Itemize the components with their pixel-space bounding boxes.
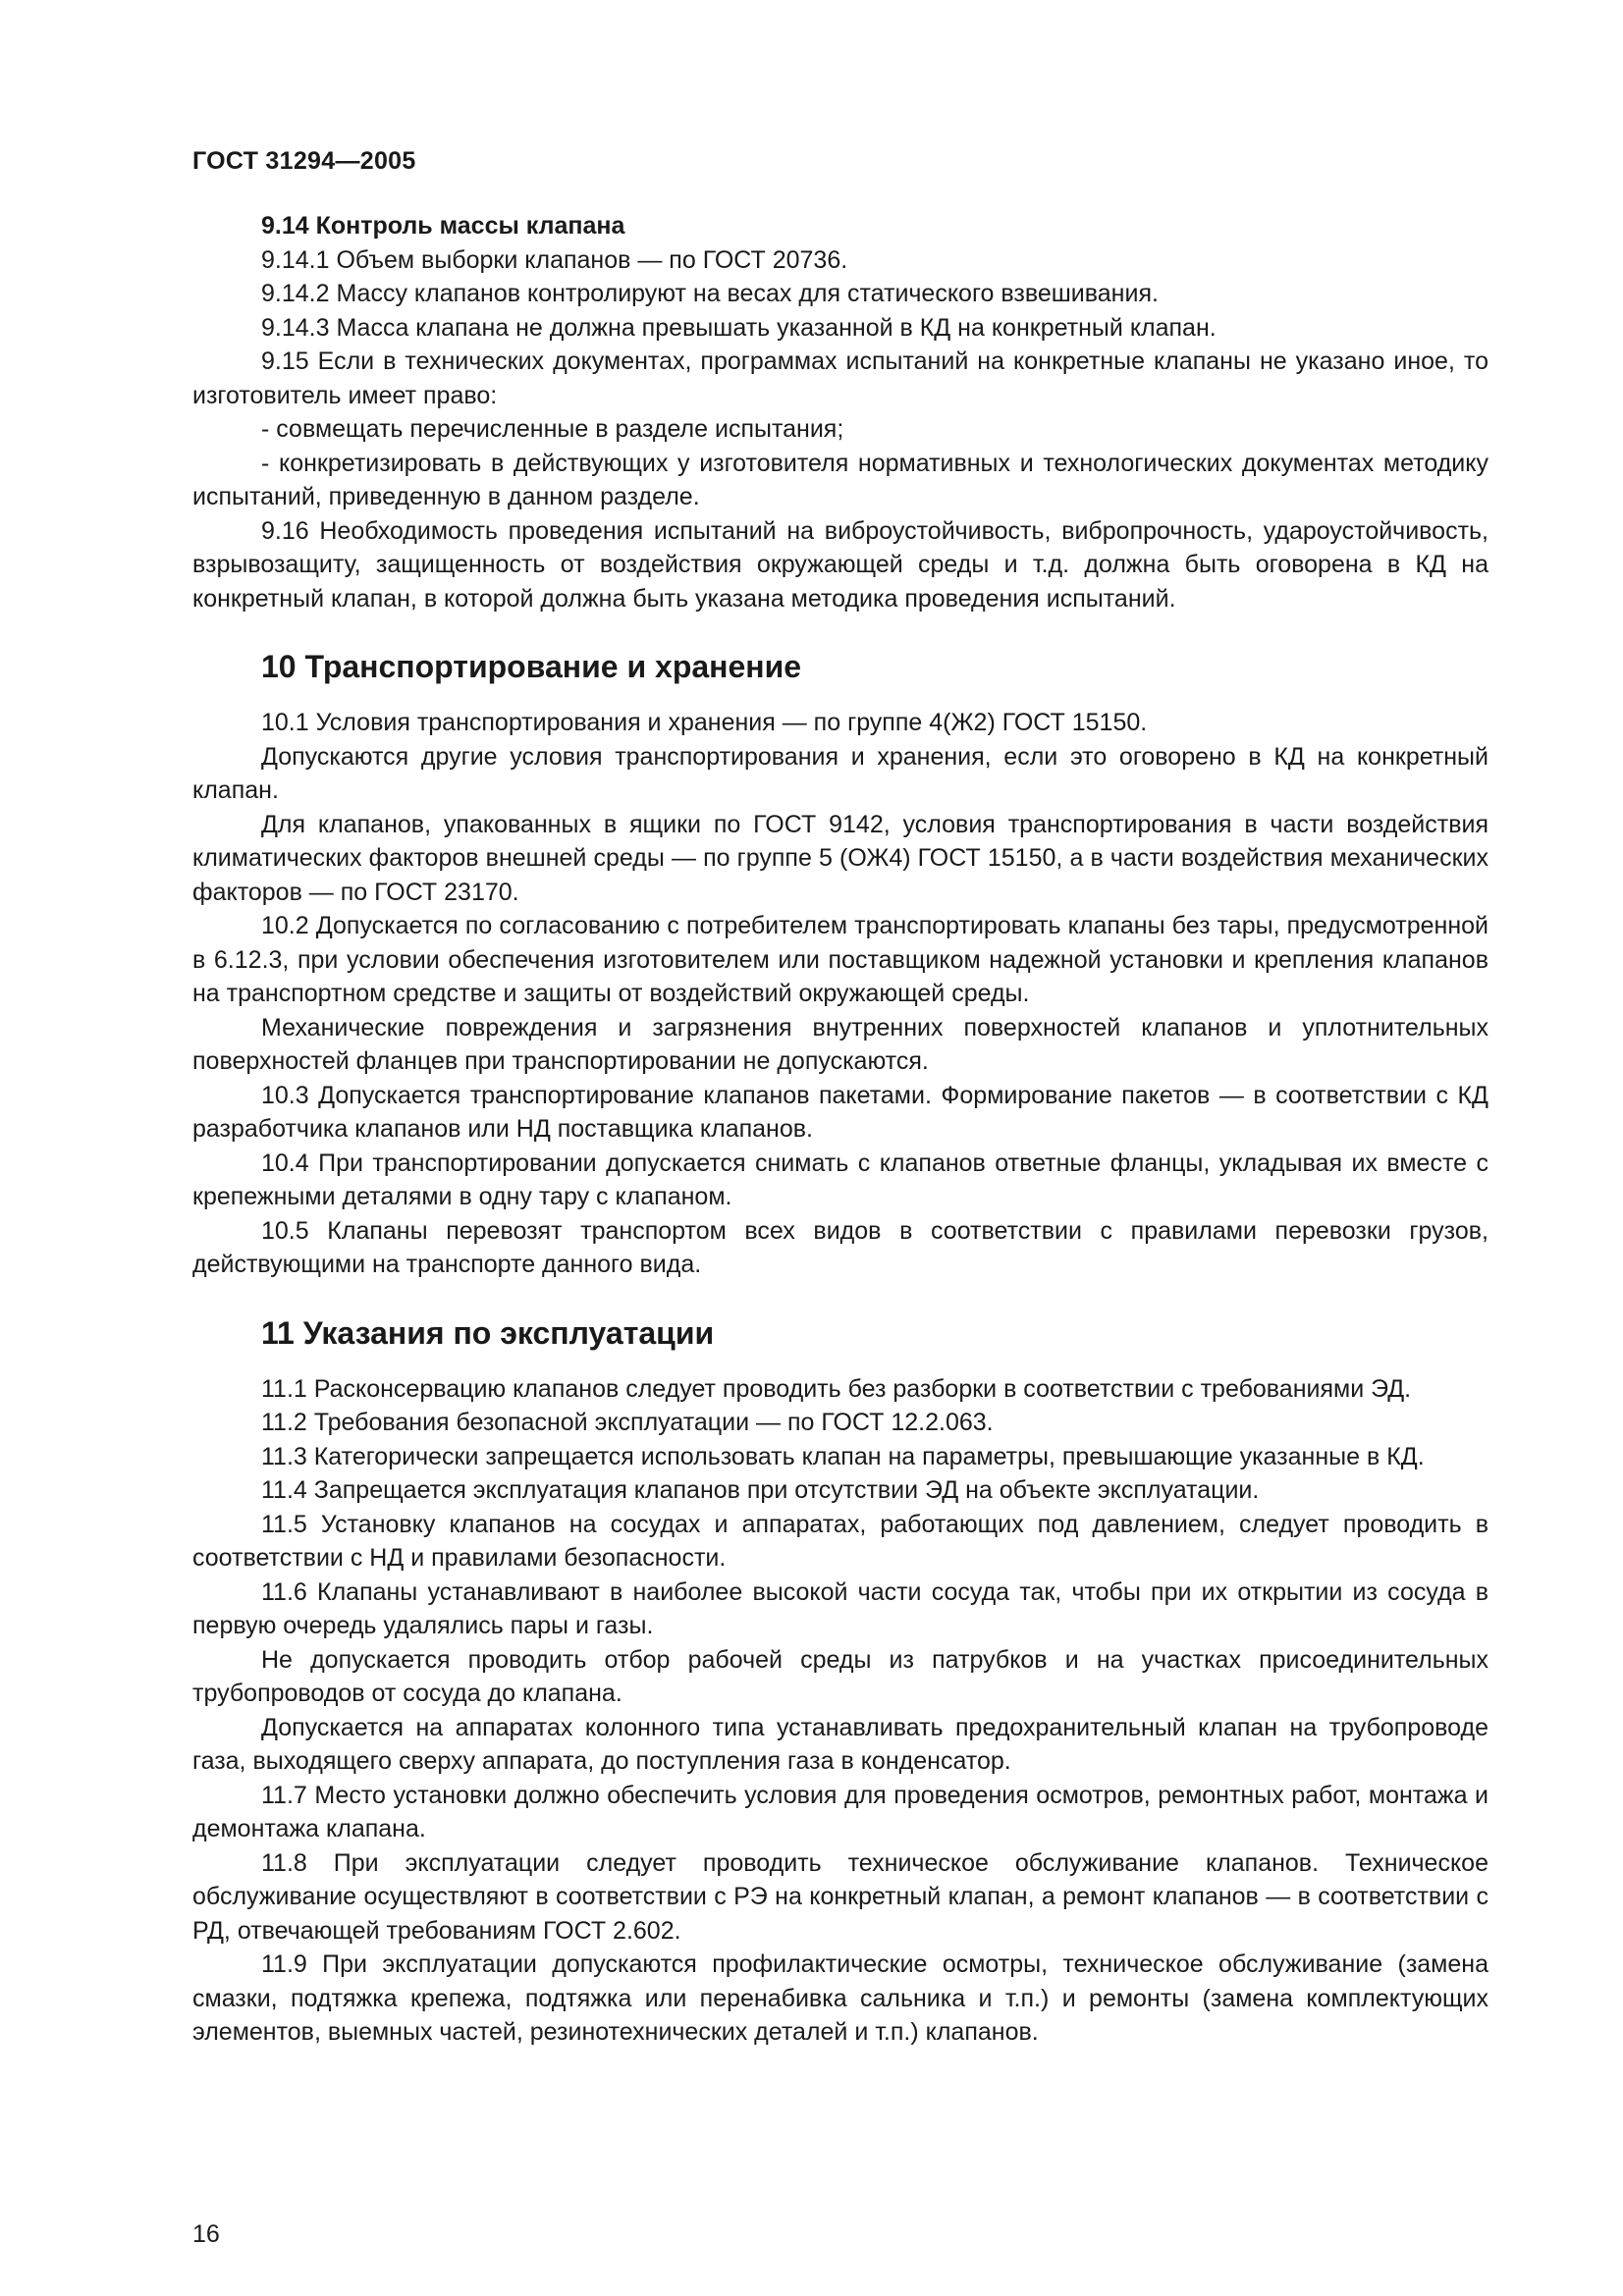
paragraph: 11.9 При эксплуатации допускаются профилактические осмотры, техническое обслуживание (замена смазки, подтяжка крепежа, подтяжка или перенабивка сальника и т.п.) и ремонты (замена комплектующих элементов, выемных частей, резинотехнических деталей и т.п.) клапанов. [192,1950,1488,2046]
paragraph: 11.7 Место установки должно обеспечить условия для проведения осмотров, ремонтных работ, монтажа и демонтажа клапана. [192,1781,1488,1842]
paragraph: 9.14.3 Масса клапана не должна превышать указанной в КД на конкретный клапан. [261,313,1217,342]
paragraph: 9.14.1 Объем выборки клапанов — по ГОСТ 20736. [261,245,848,274]
paragraph: 11.4 Запрещается эксплуатация клапанов при отсутствии ЭД на объекте эксплуатации. [261,1476,1260,1504]
section-11-title: 11 Указания по эксплуатации [261,1314,715,1351]
paragraph: Для клапанов, упакованных в ящики по ГОСТ 9142, условия транспортирования в части воздействия климатических факторов внешней среды — по группе 5 (ОЖ4) ГОСТ 15150, а в части воздействия механических факторов — по ГОСТ 23170. [192,810,1488,906]
section-10-title: 10 Транспортирование и хранение [261,649,802,684]
page-number: 16 [192,2220,220,2248]
paragraph: 9.15 Если в технических документах, программах испытаний на конкретные клапаны не указано иное, то изготовитель имеет право: [192,347,1488,409]
paragraph: 10.3 Допускается транспортирование клапанов пакетами. Формирование пакетов — в соответствии с КД разработчика клапанов или НД поставщика клапанов. [192,1081,1488,1143]
section-9 [192,209,1488,615]
paragraph: 9.16 Необходимость проведения испытаний на виброустойчивость, вибропрочность, удароустойчивость, взрывозащиту, защищенность от воздействия окружающей среды и т.д. должна быть оговорена в КД на конкретный клапан, в которой должна быть указана методика проведения испытаний. [192,516,1488,613]
document-page [192,147,1488,2050]
paragraph: Механические повреждения и загрязнения внутренних поверхностей клапанов и уплотнительных поверхностей фланцев при транспортировании не допускаются. [192,1013,1488,1075]
document-header: ГОСТ 31294—2005 [192,147,416,175]
section-11 [192,1372,1488,2050]
paragraph: 11.1 Расконсервацию клапанов следует проводить без разборки в соответствии с требованиями ЭД. [261,1374,1412,1403]
section-10 [192,706,1488,1282]
paragraph: 11.2 Требования безопасной эксплуатации — по ГОСТ 12.2.063. [261,1409,994,1436]
subsection-heading: 9.14 Контроль массы клапана [261,212,625,240]
paragraph: 11.6 Клапаны устанавливают в наиболее высокой части сосуда так, чтобы при их открытии из сосуда в первую очередь удалялись пары и газы. [192,1577,1488,1639]
paragraph: 11.3 Категорически запрещается использовать клапан на параметры, превышающие указанные в КД. [261,1442,1425,1470]
paragraph: 10.4 При транспортировании допускается снимать с клапанов ответные фланцы, укладывая их вместе с крепежными деталями в одну тару с клапаном. [192,1148,1488,1210]
paragraph: - совмещать перечисленные в разделе испытания; [261,415,844,443]
paragraph: 10.5 Клапаны перевозят транспортом всех видов в соответствии с правилами перевозки грузов, действующими на транспорте данного вида. [192,1216,1488,1278]
paragraph: Допускается на аппаратах колонного типа устанавливать предохранительный клапан на трубопроводе газа, выходящего сверху аппарата, до поступления газа в конденсатор. [192,1713,1488,1775]
paragraph: 11.5 Установку клапанов на сосудах и аппаратах, работающих под давлением, следует проводить в соответствии с НД и правилами безопасности. [192,1510,1488,1572]
paragraph: - конкретизировать в действующих у изготовителя нормативных и технологических документах методику испытаний, приведенную в данном разделе. [192,449,1488,510]
paragraph: Допускаются другие условия транспортирования и хранения, если это оговорено в КД на конкретный клапан. [192,742,1488,804]
paragraph: 11.8 При эксплуатации следует проводить техническое обслуживание клапанов. Техническое обслуживание осуществляют в соответствии с РЭ на конкретный клапан, а ремонт клапанов — в соответствии с РД, отвечающей требованиям ГОСТ 2.602. [192,1848,1488,1945]
paragraph: 10.1 Условия транспортирования и хранения — по группе 4(Ж2) ГОСТ 15150. [261,709,1148,736]
paragraph: Не допускается проводить отбор рабочей среды из патрубков и на участках присоединительных трубопроводов от сосуда до клапана. [192,1645,1488,1707]
paragraph: 10.2 Допускается по согласованию с потребителем транспортировать клапаны без тары, предусмотренной в 6.12.3, при условии обеспечения изготовителем или поставщиком надежной установки и крепления клапанов на транспортном средстве и защиты от воздействий окружающей среды. [192,912,1488,1007]
paragraph: 9.14.2 Массу клапанов контролируют на весах для статического взвешивания. [261,280,1159,307]
